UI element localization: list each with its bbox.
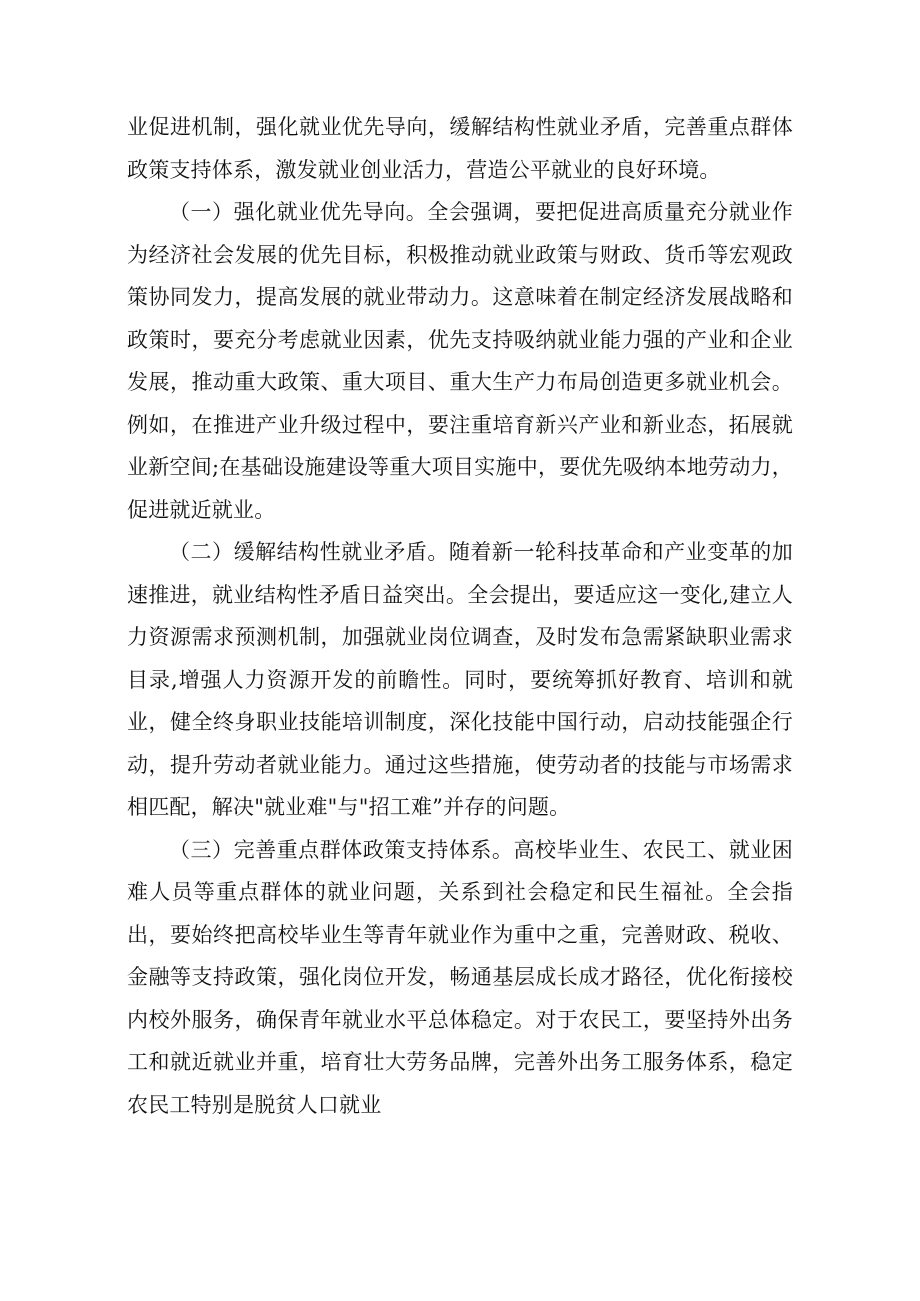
paragraph-section-2: （二）缓解结构性就业矛盾。随着新一轮科技革命和产业变革的加速推进，就业结构性矛盾日益突出。全会提出，要适应这一变化,建立人力资源需求预测机制，加强就业岗位调查，及时发布急需紧缺职业需求目录,增强人力资源开发的前瞻性。同时，要统筹抓好教育、培训和就业，健全终身职业技能培训制度，深化技能中国行动，启动技能强企行动，提升劳动者就业能力。通过这些措施，使劳动者的技能与市场需求相匹配，解决"就业难"与"招工难”并存的问题。 xyxy=(127,540,793,819)
paragraph-section-1: （一）强化就业优先导向。全会强调，要把促进高质量充分就业作为经济社会发展的优先目标，积极推动就业政策与财政、货币等宏观政策协同发力，提高发展的就业带动力。这意味着在制定经济发展战略和政策时，要充分考虑就业因素，优先支持吸纳就业能力强的产业和企业发展，推动重大政策、重大项目、重大生产力布局创造更多就业机会。例如，在推进产业升级过程中，要注重培育新兴产业和新业态，拓展就业新空间;在基础设施建设等重大项目实施中，要优先吸纳本地劳动力，促进就近就业。 xyxy=(127,200,793,522)
paragraph-section-3: （三）完善重点群体政策支持体系。高校毕业生、农民工、就业困难人员等重点群体的就业问题，关系到社会稳定和民生福祉。全会指出，要始终把高校毕业生等青年就业作为重中之重，完善财政、税收、金融等支持政策，强化岗位开发，畅通基层成长成才路径，优化衔接校内校外服务，确保青年就业水平总体稳定。对于农民工，要坚持外出务工和就近就业并重，培育壮大劳务品牌，完善外出务工服务体系，稳定农民工特别是脱贫人口就业 xyxy=(127,837,793,1117)
document-page xyxy=(127,106,793,1126)
paragraph-intro: 业促进机制，强化就业优先导向，缓解结构性就业矛盾，完善重点群体政策支持体系，激发就业创业活力，营造公平就业的良好环境。 xyxy=(127,115,793,182)
